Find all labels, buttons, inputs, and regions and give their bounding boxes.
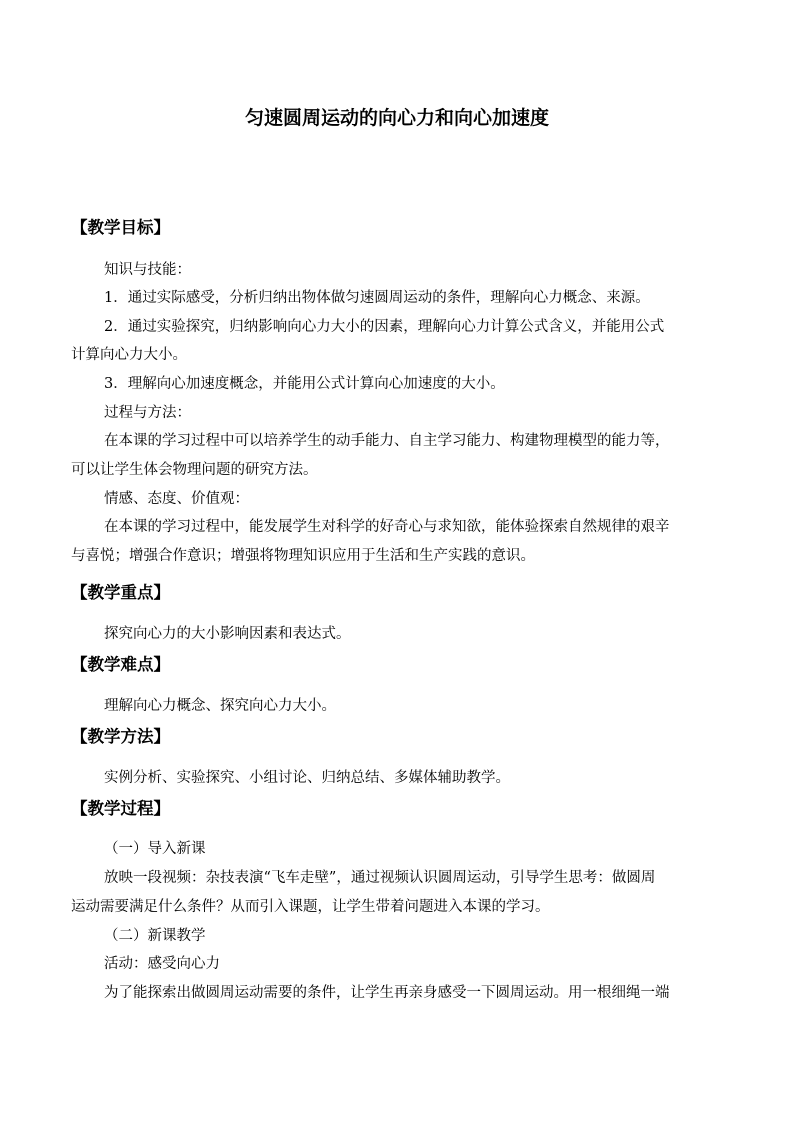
section-heading-process: 【教学过程】: [71, 799, 170, 818]
section-heading-key: 【教学重点】: [71, 583, 170, 602]
section-heading-goals: 【教学目标】: [71, 218, 170, 237]
section-heading-difficulty: 【教学难点】: [71, 655, 170, 674]
goal-item-2-line-1: 2．通过实验探究，归纳影响向心力大小的因素，理解向心力计算公式含义，并能用公式: [104, 319, 665, 335]
intro-line-2: 运动需要满足什么条件？从而引入课题，让学生带着问题进入本课的学习。: [71, 899, 550, 915]
key-text: 探究向心力的大小影响因素和表达式。: [104, 626, 351, 642]
process-method-label: 过程与方法：: [104, 405, 191, 421]
goal-item-2-line-2: 计算向心力大小。: [71, 347, 187, 363]
process-method-line-1: 在本课的学习过程中可以培养学生的动手能力、自主学习能力、构建物理模型的能力等，: [104, 433, 670, 449]
goal-item-3: 3．理解向心加速度概念，并能用公式计算向心加速度的大小。: [104, 376, 505, 392]
activity-line-1: 为了能探索出做圆周运动需要的条件，让学生再亲身感受一下圆周运动。用一根细绳一端: [104, 985, 670, 1001]
knowledge-label: 知识与技能：: [104, 262, 191, 278]
difficulty-text: 理解向心力概念、探究向心力大小。: [104, 698, 336, 714]
section-heading-method: 【教学方法】: [71, 727, 170, 746]
emotion-label: 情感、态度、价值观：: [104, 491, 249, 507]
emotion-line-1: 在本课的学习过程中，能发展学生对科学的好奇心与求知欲，能体验探索自然规律的艰辛: [104, 519, 670, 535]
activity-label: 活动：感受向心力: [104, 956, 220, 972]
emotion-line-2: 与喜悦；增强合作意识；增强将物理知识应用于生活和生产实践的意识。: [71, 548, 535, 564]
process-method-line-2: 可以让学生体会物理问题的研究方法。: [71, 462, 318, 478]
document-title: 匀速圆周运动的向心力和向心加速度: [244, 107, 549, 129]
method-text: 实例分析、实验探究、小组讨论、归纳总结、多媒体辅助教学。: [104, 770, 510, 786]
process-part-1: （一）导入新课: [104, 841, 206, 857]
goal-item-1: 1．通过实际感受，分析归纳出物体做匀速圆周运动的条件，理解向心力概念、来源。: [104, 290, 650, 306]
intro-line-1: 放映一段视频：杂技表演“飞车走壁”，通过视频认识圆周运动，引导学生思考：做圆周: [104, 870, 656, 886]
process-part-2: （二）新课教学: [104, 928, 206, 944]
